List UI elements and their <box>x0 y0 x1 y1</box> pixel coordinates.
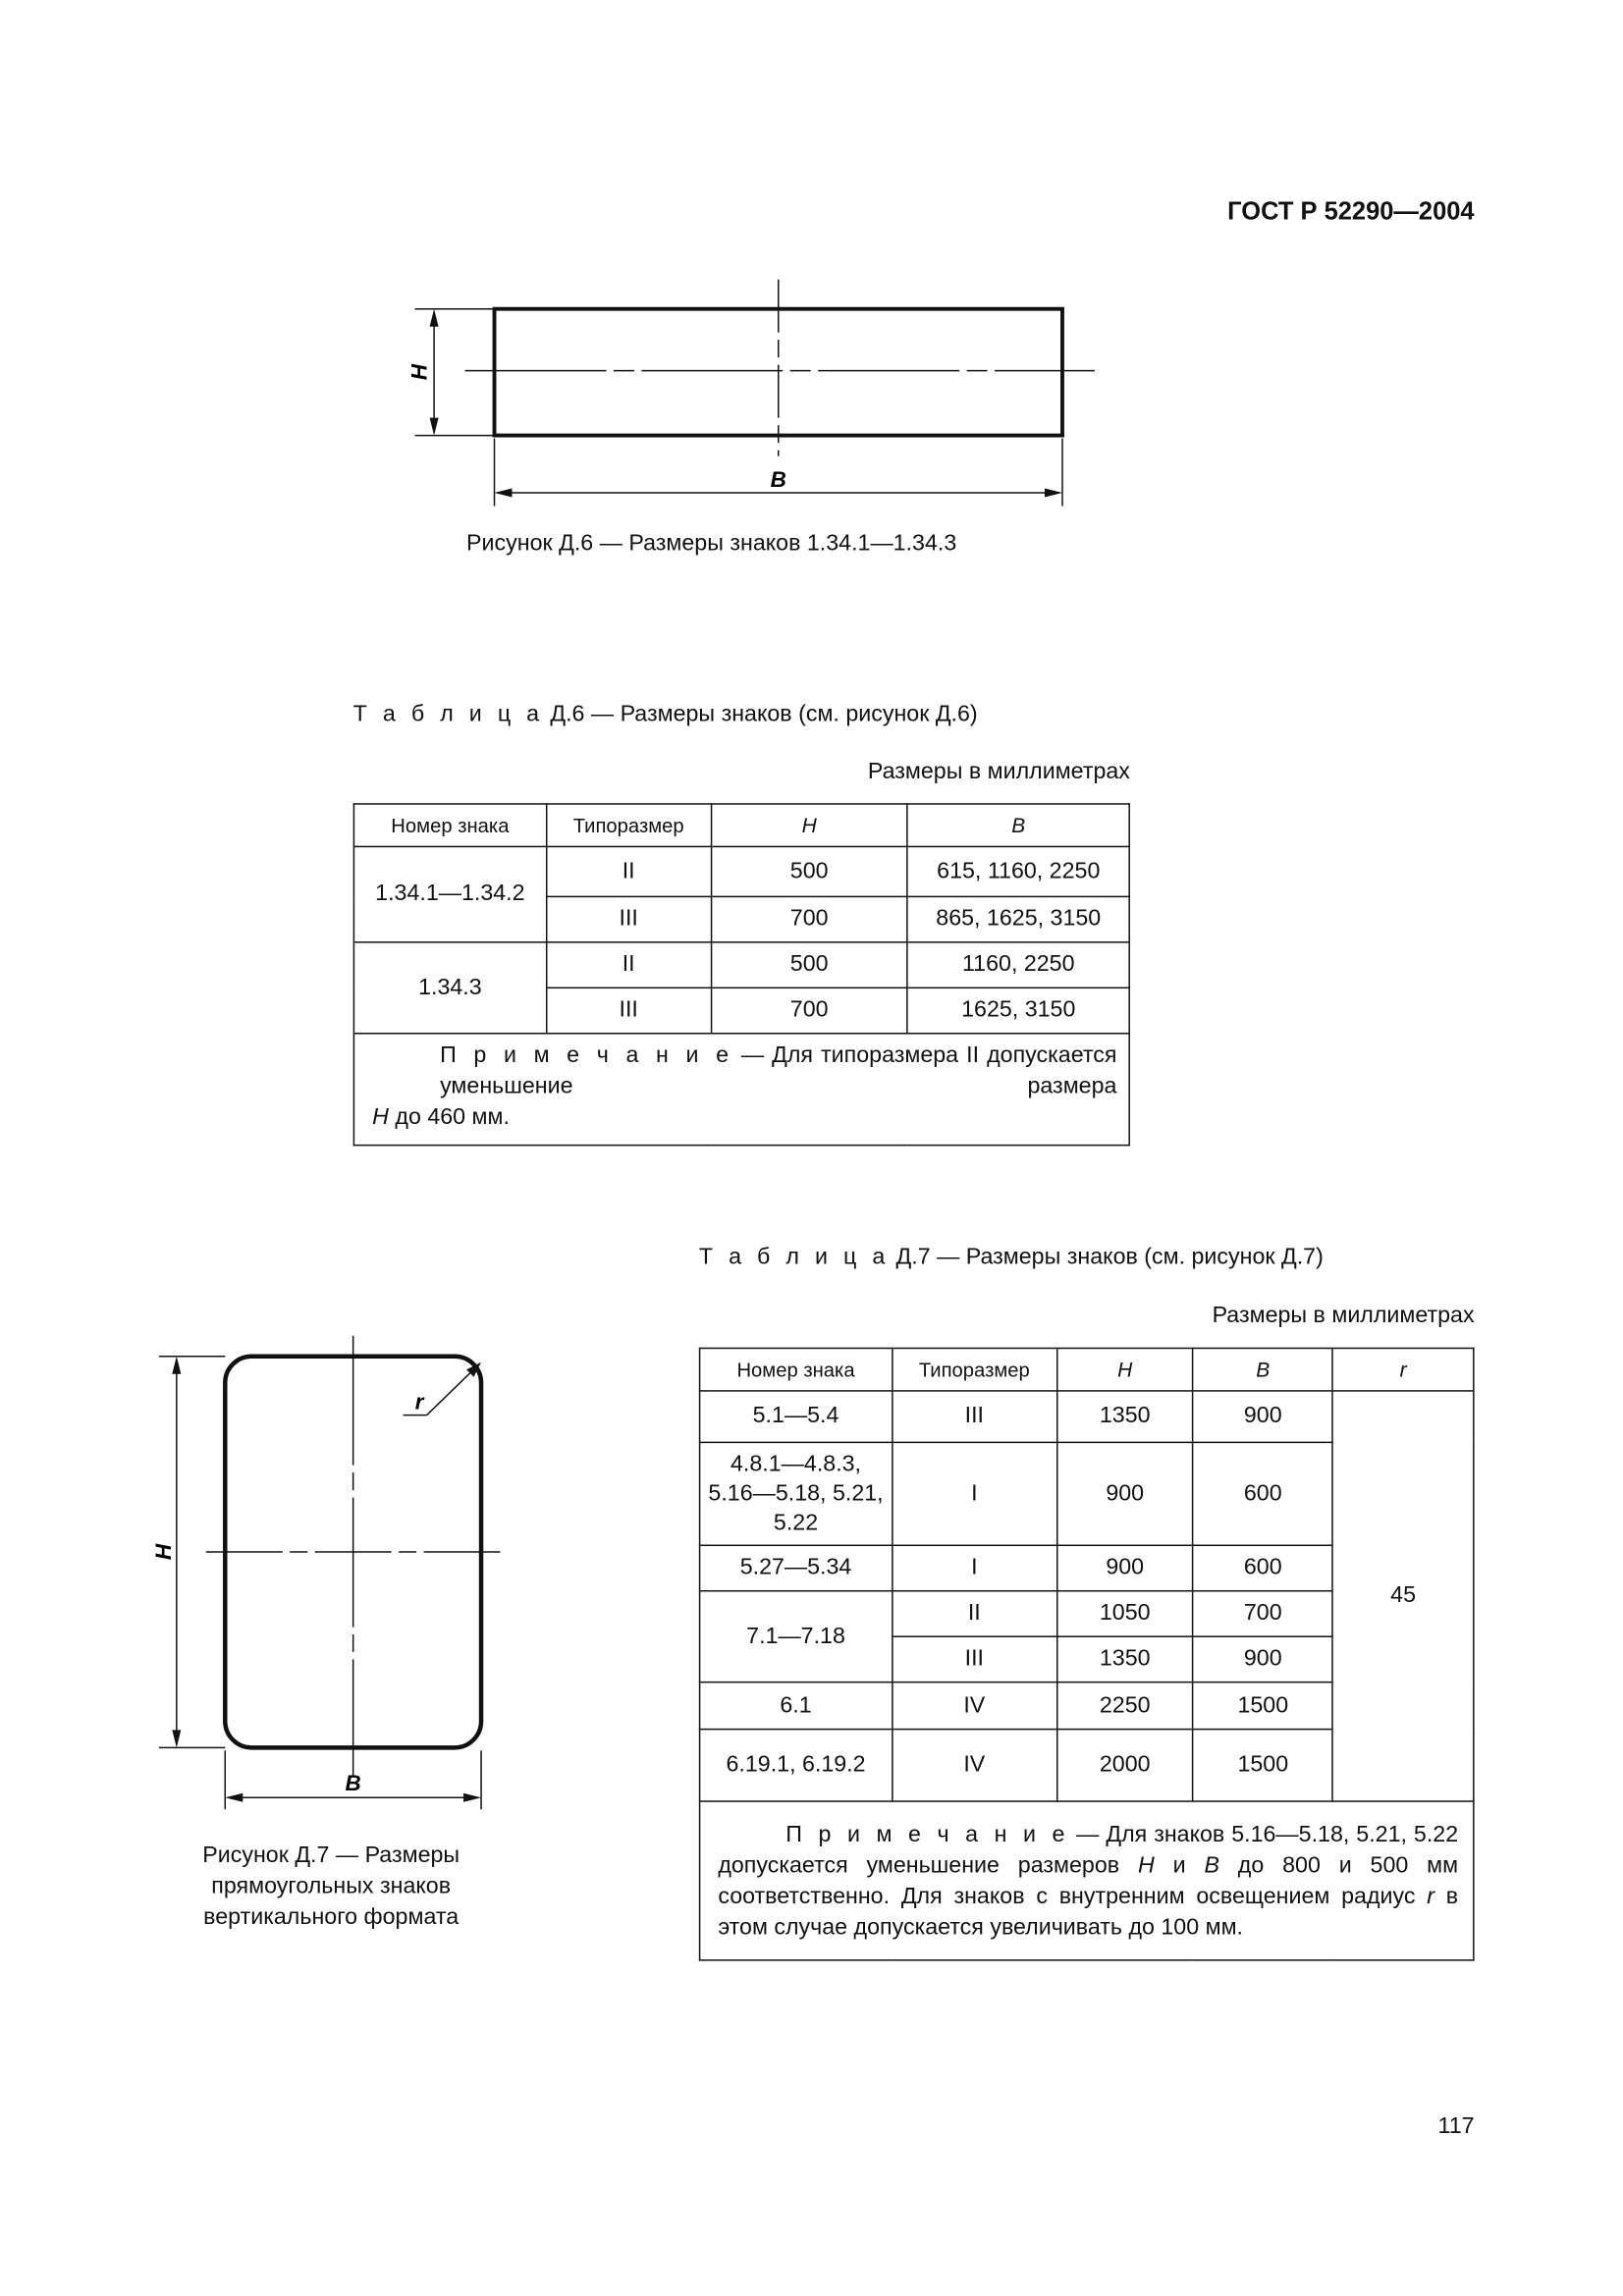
h-cell: 500 <box>711 942 907 988</box>
h-cell: 700 <box>711 988 907 1033</box>
h-cell: 1050 <box>1056 1591 1193 1636</box>
b-cell: 1160, 2250 <box>907 942 1129 988</box>
r-cell: 45 <box>1332 1391 1474 1801</box>
size-cell: IV <box>892 1730 1056 1801</box>
arrow-head <box>430 309 439 327</box>
table-d7-units: Размеры в миллиметрах <box>1212 1303 1475 1329</box>
table-d6-note: П р и м е ч а н и е — Для типоразмера II допускается уменьшение размера H до 460 мм. <box>353 1034 1129 1146</box>
column-header: Типоразмер <box>892 1348 1056 1390</box>
h-label: H <box>150 1543 176 1561</box>
arrow-head <box>430 418 439 436</box>
table-header-row <box>353 804 1129 846</box>
table-d6-title: Т а б л и ц а Д.6 — Размеры знаков (см. рисунок Д.6) <box>352 701 978 727</box>
table-row <box>700 1391 1474 1442</box>
b-cell: 600 <box>1193 1442 1332 1545</box>
h-cell: 500 <box>711 846 907 896</box>
sign-number-cell: 4.8.1—4.8.3, 5.16—5.18, 5.21, 5.22 <box>700 1442 893 1545</box>
r-label: r <box>414 1389 424 1415</box>
b-cell: 900 <box>1193 1391 1332 1442</box>
b-cell: 615, 1160, 2250 <box>907 846 1129 896</box>
sign-number-cell: 1.34.3 <box>353 942 546 1034</box>
arrow-head <box>172 1730 181 1747</box>
table-d6 <box>353 803 1130 1146</box>
h-cell: 1350 <box>1056 1636 1193 1682</box>
figure-d7-caption: Рисунок Д.7 — Размеры прямоугольных знаков вертикального формата <box>202 1842 460 1931</box>
size-cell: III <box>546 896 711 941</box>
h-cell: 1350 <box>1056 1391 1193 1442</box>
sign-number-cell: 7.1—7.18 <box>700 1591 893 1682</box>
size-cell: IV <box>892 1682 1056 1730</box>
table-note-row <box>353 1034 1129 1146</box>
h-cell: 900 <box>1056 1442 1193 1545</box>
h-cell: 2250 <box>1056 1682 1193 1730</box>
sign-number-cell: 6.1 <box>700 1682 893 1730</box>
h-label: H <box>406 364 432 381</box>
figure-d7-drawing <box>147 1324 515 1817</box>
arrow-head <box>172 1357 181 1374</box>
page-number: 117 <box>1437 2113 1475 2139</box>
b-label: B <box>345 1770 361 1795</box>
figure-d6-caption: Рисунок Д.6 — Размеры знаков 1.34.1—1.34.3 <box>466 530 957 557</box>
size-cell: II <box>546 942 711 988</box>
table-d7-title: Т а б л и ц а Д.7 — Размеры знаков (см. рисунок Д.7) <box>698 1244 1324 1270</box>
column-header: Типоразмер <box>546 804 711 846</box>
column-header: B <box>907 804 1129 846</box>
h-cell: 700 <box>711 896 907 941</box>
b-cell: 900 <box>1193 1636 1332 1682</box>
table-d7-note: П р и м е ч а н и е — Для знаков 5.16—5.18, 5.21, 5.22 допускается уменьшение размеров H и B до 800 и 500 мм соответственно. Для знаков с внутренним освещением радиус r в этом случае допускается увеличивать до 100 мм. <box>700 1801 1474 1960</box>
table-header-row <box>700 1348 1474 1390</box>
arrow-head <box>463 1793 481 1802</box>
standard-header: ГОСТ Р 52290—2004 <box>1227 196 1475 226</box>
size-cell: II <box>546 846 711 896</box>
b-label: B <box>770 467 786 493</box>
sign-number-cell: 6.19.1, 6.19.2 <box>700 1730 893 1801</box>
b-cell: 1625, 3150 <box>907 988 1129 1033</box>
sign-number-cell: 5.1—5.4 <box>700 1391 893 1442</box>
table-d6-units: Размеры в миллиметрах <box>867 759 1130 784</box>
column-header: H <box>1056 1348 1193 1390</box>
sign-number-cell: 5.27—5.34 <box>700 1545 893 1590</box>
column-header: Номер знака <box>353 804 546 846</box>
sign-number-cell: 1.34.1—1.34.2 <box>353 846 546 941</box>
figure-d6-drawing <box>383 265 1118 515</box>
size-cell: III <box>546 988 711 1033</box>
column-header: Номер знака <box>700 1348 893 1390</box>
arrow-head <box>225 1793 243 1802</box>
h-cell: 2000 <box>1056 1730 1193 1801</box>
size-cell: I <box>892 1545 1056 1590</box>
arrow-head <box>495 489 513 498</box>
table-d7 <box>699 1348 1475 1961</box>
b-cell: 865, 1625, 3150 <box>907 896 1129 941</box>
size-cell: II <box>892 1591 1056 1636</box>
size-cell: I <box>892 1442 1056 1545</box>
h-cell: 900 <box>1056 1545 1193 1590</box>
size-cell: III <box>892 1636 1056 1682</box>
b-cell: 700 <box>1193 1591 1332 1636</box>
column-header: H <box>711 804 907 846</box>
size-cell: III <box>892 1391 1056 1442</box>
column-header: B <box>1193 1348 1332 1390</box>
table-note-row <box>700 1801 1474 1960</box>
b-cell: 1500 <box>1193 1730 1332 1801</box>
column-header: r <box>1332 1348 1474 1390</box>
table-row <box>353 942 1129 988</box>
b-cell: 600 <box>1193 1545 1332 1590</box>
table-row <box>353 846 1129 896</box>
b-cell: 1500 <box>1193 1682 1332 1730</box>
arrow-head <box>1045 489 1062 498</box>
